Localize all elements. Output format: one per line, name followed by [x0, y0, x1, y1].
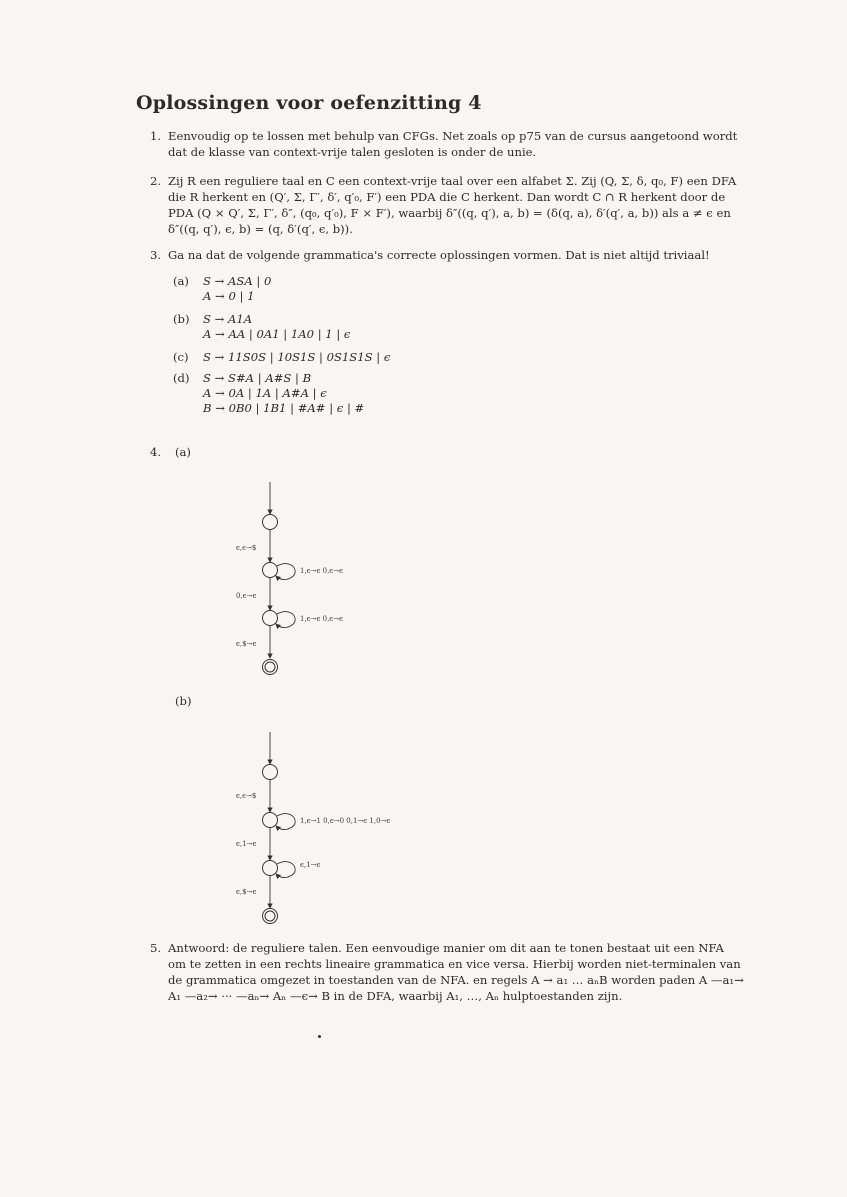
grammar-label: (c)	[173, 350, 189, 364]
grammar-label: (b)	[173, 312, 190, 326]
edge-label: ϵ,ϵ→$	[236, 792, 257, 800]
grammar-rule: A → 0 | 1	[203, 289, 255, 303]
grammar-rule: B → 0B0 | 1B1 | #A# | ϵ | #	[203, 401, 365, 415]
part-b-label: (b)	[175, 694, 192, 708]
item-text-line: die R herkent en (Q′, Σ, Γ′, δ′, q′₀, F′) een PDA die C herkent. Dan wordt C ∩ R herkent door de	[168, 190, 726, 204]
edge-label: 0,ϵ→ϵ	[236, 592, 257, 600]
state-2	[263, 563, 278, 578]
page-title: Oplossingen voor oefenzitting 4	[136, 92, 482, 114]
state-3	[263, 861, 278, 876]
state-1	[263, 515, 278, 530]
loop-label: 1,ϵ→ϵ 0,ϵ→ϵ	[300, 615, 343, 623]
item-number: 5.	[150, 941, 162, 955]
self-loop	[276, 862, 295, 878]
accept-state-inner	[265, 662, 275, 672]
self-loop	[276, 814, 295, 830]
loop-label: ϵ,1→ϵ	[300, 861, 321, 869]
item-text-line: dat de klasse van context-vrije talen gesloten is onder de unie.	[168, 145, 537, 159]
item-text-line: Zij R een reguliere taal en C een context-vrije taal over een alfabet Σ. Zij (Q, Σ, δ, q₀, F) een DFA	[168, 174, 737, 188]
grammar-rule: S → ASA | 0	[203, 274, 272, 288]
state-2	[263, 813, 278, 828]
grammar-label: (a)	[173, 274, 189, 288]
edge-label: ϵ,1→ϵ	[236, 840, 257, 848]
item-text-line: Ga na dat de volgende grammatica's correcte oplossingen vormen. Dat is niet altijd triviaal!	[168, 248, 710, 262]
pda-diagram-a	[220, 480, 410, 680]
stray-dot	[318, 1035, 321, 1038]
loop-label: 1,ϵ→1 0,ϵ→0 0,1→ϵ 1,0→ϵ	[300, 817, 391, 825]
grammar-rule: S → S#A | A#S | B	[203, 371, 312, 385]
grammar-rule: S → 11S0S | 10S1S | 0S1S1S | ϵ	[203, 350, 391, 364]
self-loop	[276, 612, 295, 628]
grammar-rule: S → A1A	[203, 312, 253, 326]
item-text-line: Antwoord: de reguliere talen. Een eenvoudige manier om dit aan te tonen bestaat uit een NFA	[168, 941, 724, 955]
self-loop	[276, 564, 295, 580]
loop-label: 1,ϵ→ϵ 0,ϵ→ϵ	[300, 567, 343, 575]
item-text-line: om te zetten in een rechts lineaire grammatica en vice versa. Hierbij worden niet-terminalen van	[168, 957, 741, 971]
item-text-line: δ″((q, q′), ϵ, b) = (q, δ′(q′, ϵ, b)).	[168, 222, 353, 236]
state-1	[263, 765, 278, 780]
pda-diagram-b	[220, 730, 460, 930]
item-number: 4.	[150, 445, 162, 459]
item-text-line: PDA (Q × Q′, Σ, Γ′, δ″, (q₀, q′₀), F × F′), waarbij δ″((q, q′), a, b) = (δ(q, a), δ′(q′, a, b)) als a ≠ ϵ en	[168, 206, 731, 220]
grammar-rule: A → AA | 0A1 | 1A0 | 1 | ϵ	[203, 327, 351, 341]
edge-label: ϵ,$→ϵ	[236, 640, 257, 648]
item-text-line: Eenvoudig op te lossen met behulp van CFGs. Net zoals op p75 van de cursus aangetoond wordt	[168, 129, 738, 143]
edge-label: ϵ,$→ϵ	[236, 888, 257, 896]
grammar-label: (d)	[173, 371, 190, 385]
item-text-line: A₁ —a₂→ ··· —aₙ→ Aₙ —ϵ→ B in de DFA, waarbij A₁, …, Aₙ hulptoestanden zijn.	[168, 989, 623, 1003]
item-number: 3.	[150, 248, 162, 262]
item-text-line: de grammatica omgezet in toestanden van de NFA. en regels A → a₁ … aₙB worden paden A —a₁→	[168, 973, 744, 987]
item-number: 1.	[150, 129, 162, 143]
grammar-rule: A → 0A | 1A | A#A | ϵ	[203, 386, 327, 400]
edge-label: ϵ,ϵ→$	[236, 544, 257, 552]
accept-state-inner	[265, 911, 275, 921]
part-a-label: (a)	[175, 445, 191, 459]
item-number: 2.	[150, 174, 162, 188]
state-3	[263, 611, 278, 626]
